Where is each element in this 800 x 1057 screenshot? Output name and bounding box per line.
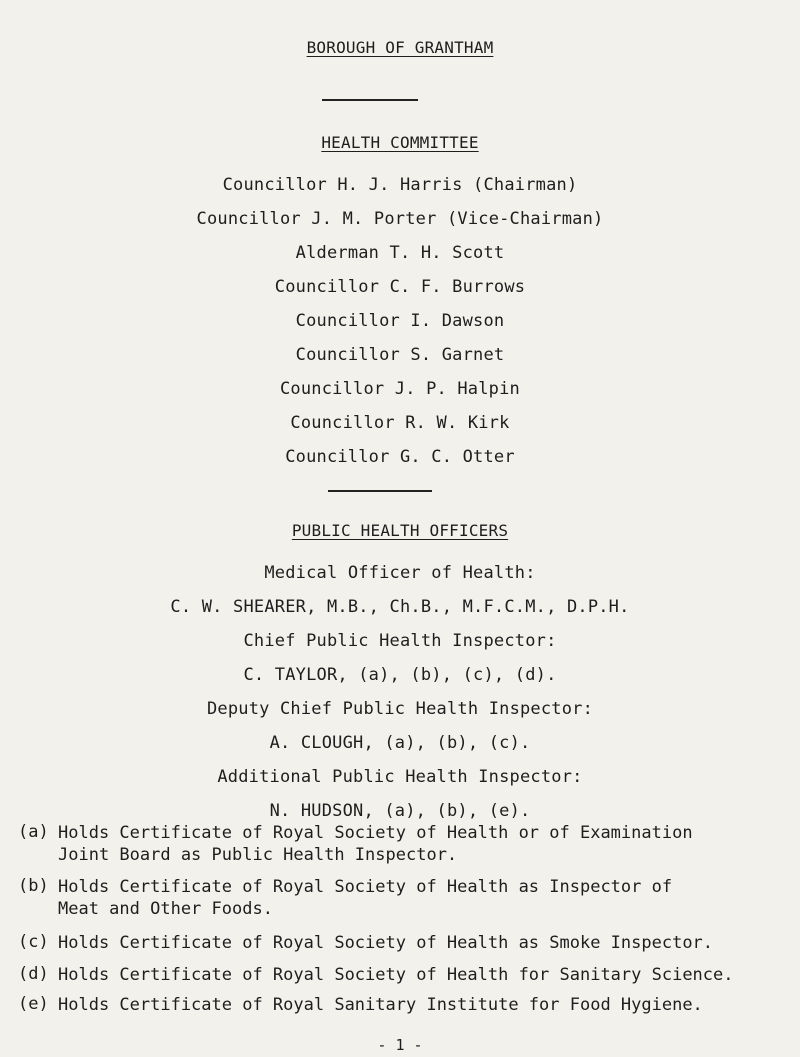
note-text: Holds Certificate of Royal Society of Health as Smoke Inspector. [58, 933, 714, 953]
note-mark: (c) [18, 932, 49, 952]
committee-member: Councillor R. W. Kirk [290, 413, 510, 433]
officer-name: N. HUDSON, (a), (b), (e). [269, 801, 531, 821]
officers-heading: PUBLIC HEALTH OFFICERS [291, 521, 509, 540]
note-mark: (a) [18, 822, 49, 842]
officer-role: Medical Officer of Health: [264, 563, 536, 583]
divider [322, 99, 418, 101]
note-text: Holds Certificate of Royal Society of Health or of Examination Joint Board as Public Health Inspector. [58, 823, 693, 865]
note-mark: (d) [18, 964, 49, 984]
officer-role: Deputy Chief Public Health Inspector: [206, 699, 594, 719]
committee-member: Councillor H. J. Harris (Chairman) [222, 175, 578, 195]
committee-member: Councillor S. Garnet [295, 345, 505, 365]
committee-member: Councillor C. F. Burrows [274, 277, 526, 297]
officer-role: Chief Public Health Inspector: [243, 631, 557, 651]
note-text: Holds Certificate of Royal Sanitary Institute for Food Hygiene. [58, 995, 703, 1015]
officer-role: Additional Public Health Inspector: [217, 767, 583, 787]
committee-member: Councillor I. Dawson [295, 311, 505, 331]
officer-name: C. W. SHEARER, M.B., Ch.B., M.F.C.M., D.P.H. [170, 597, 630, 617]
note-mark: (e) [18, 994, 49, 1014]
divider [328, 490, 432, 492]
note-mark: (b) [18, 876, 49, 896]
committee-member: Councillor J. P. Halpin [279, 379, 520, 399]
note-text: Holds Certificate of Royal Society of Health for Sanitary Science. [58, 965, 734, 985]
page-title: BOROUGH OF GRANTHAM [306, 38, 494, 57]
committee-member: Councillor G. C. Otter [285, 447, 515, 467]
committee-heading: HEALTH COMMITTEE [321, 133, 479, 152]
committee-member: Councillor J. M. Porter (Vice-Chairman) [196, 209, 604, 229]
officer-name: A. CLOUGH, (a), (b), (c). [269, 733, 531, 753]
note-text: Holds Certificate of Royal Society of Health as Inspector of Meat and Other Foods. [58, 877, 673, 919]
committee-member: Alderman T. H. Scott [295, 243, 505, 263]
page-number: - 1 - [377, 1036, 423, 1054]
officer-name: C. TAYLOR, (a), (b), (c), (d). [243, 665, 557, 685]
